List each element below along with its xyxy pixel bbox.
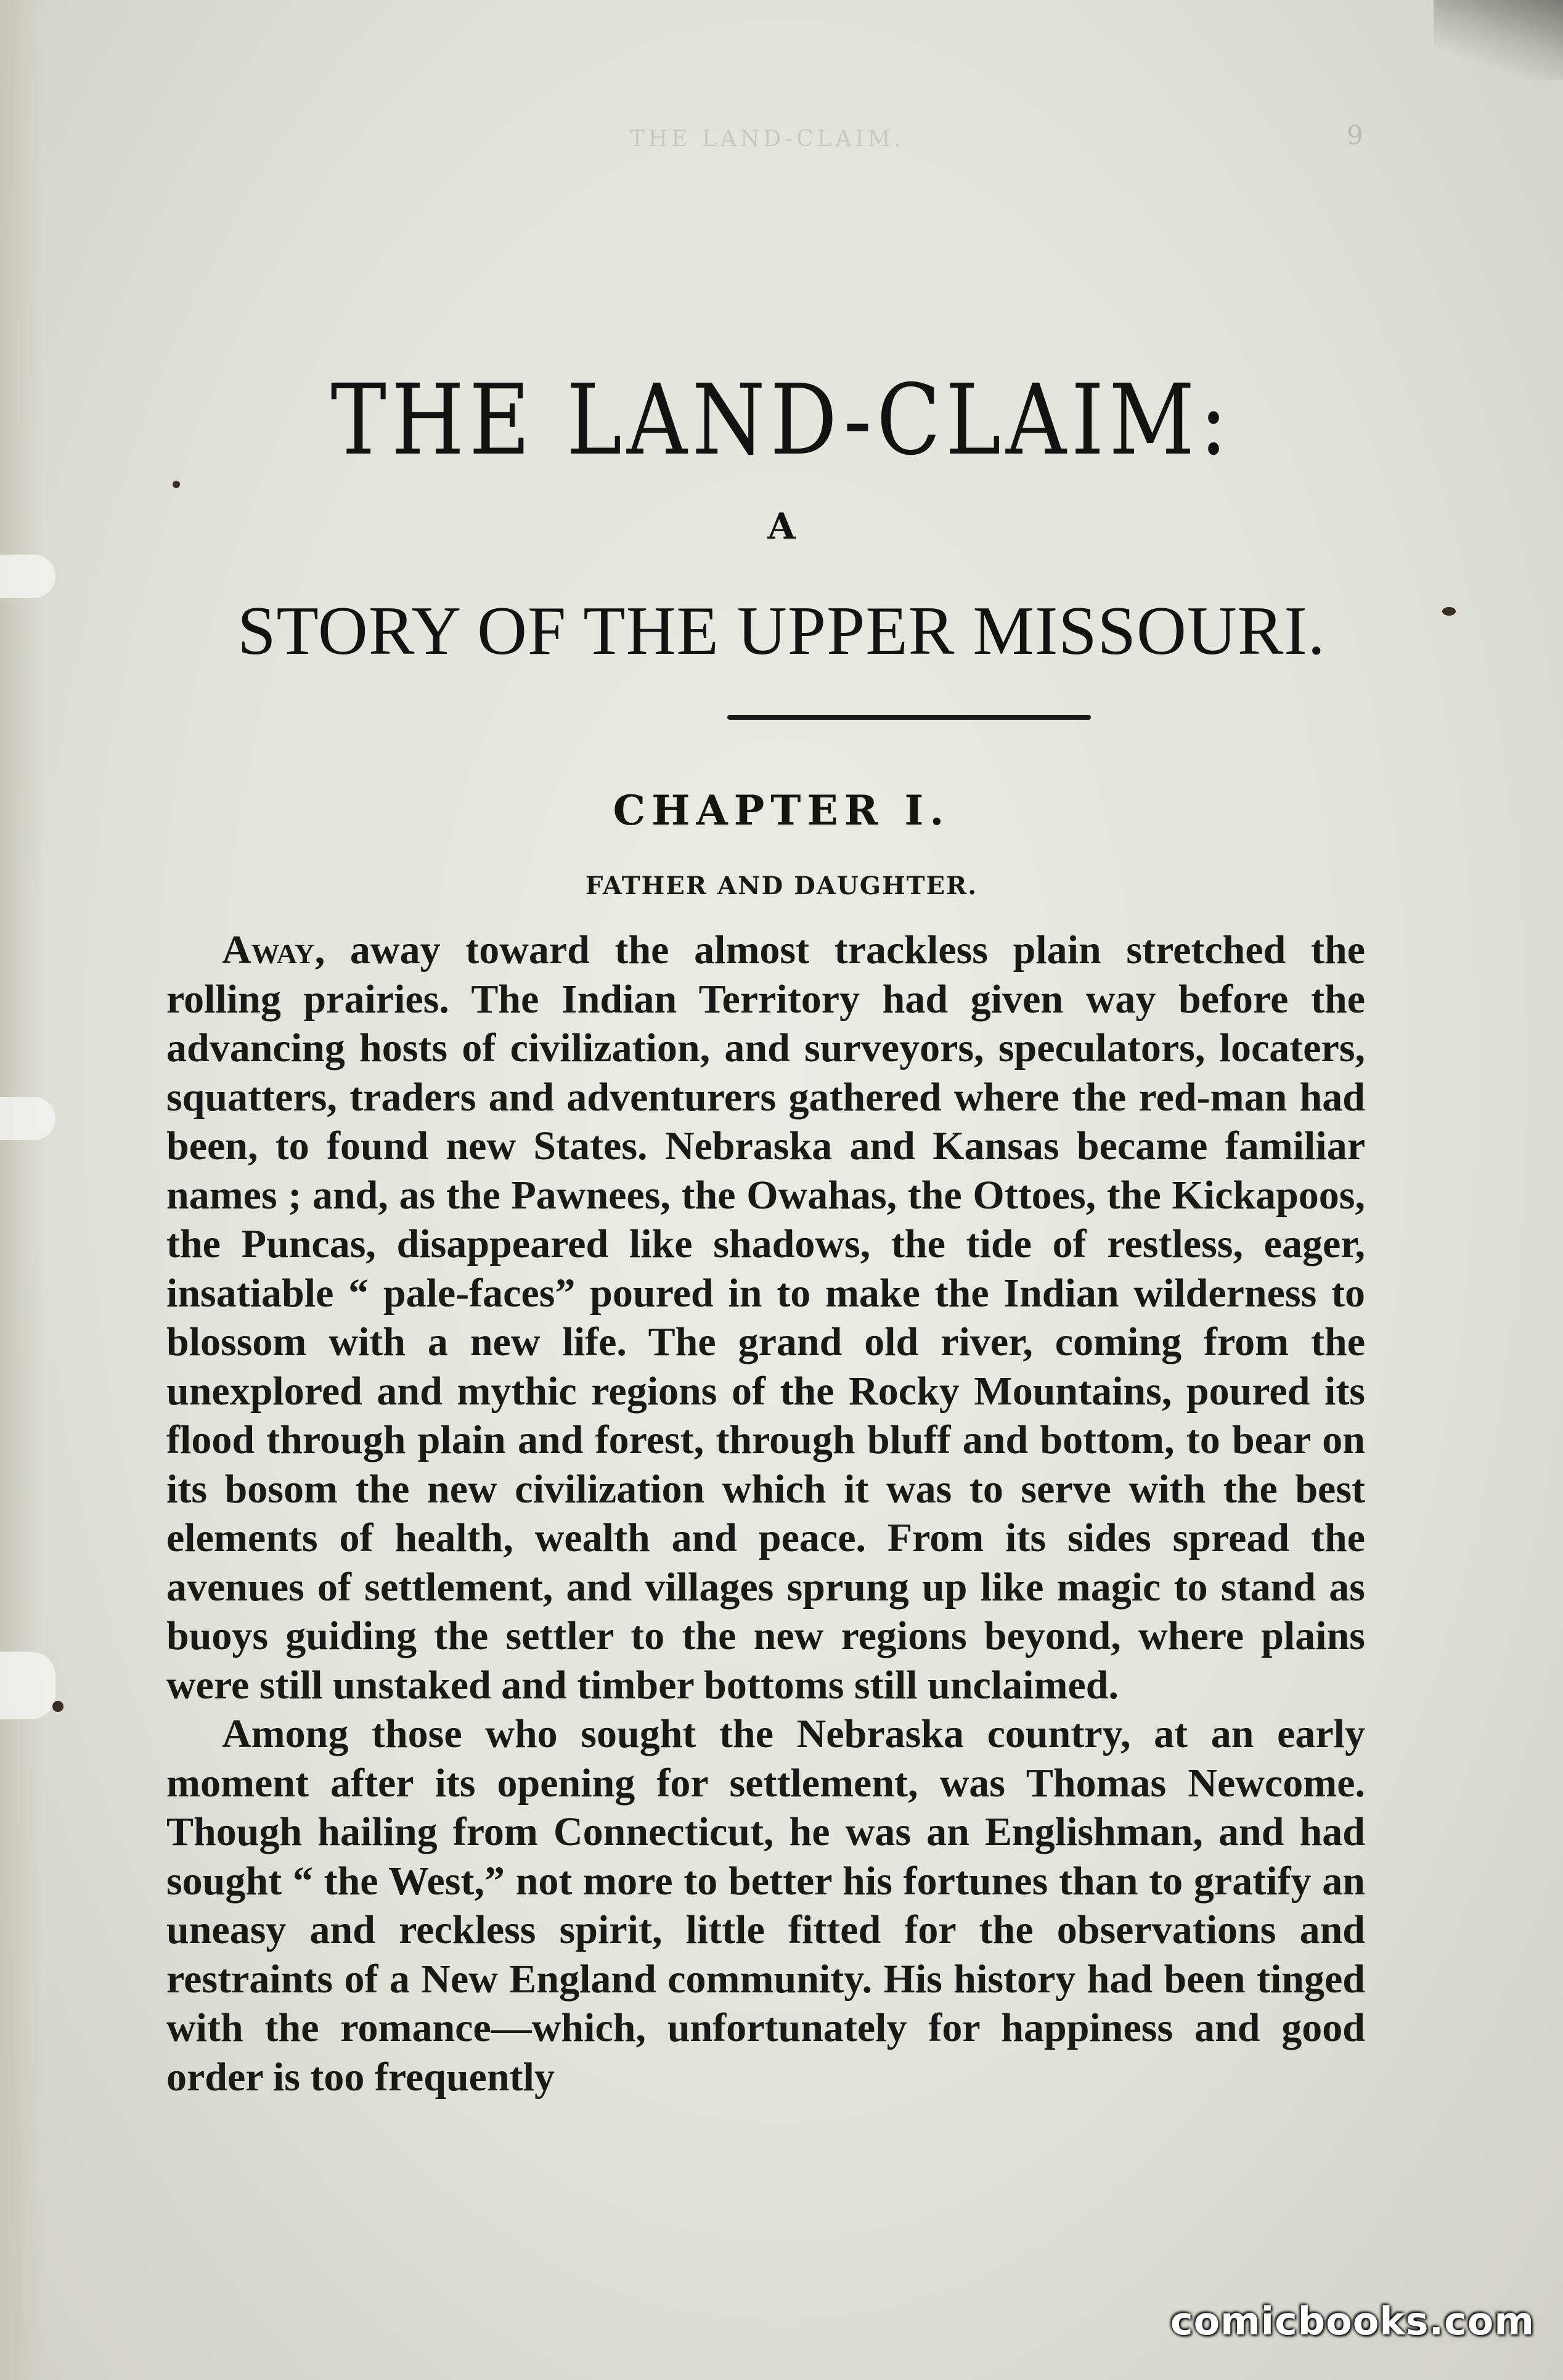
book-title: THE LAND-CLAIM: [330, 364, 1233, 477]
page-corner-fold [1434, 0, 1563, 80]
watermark-text: comicbooks.com [1170, 2299, 1535, 2344]
book-subtitle: STORY OF THE UPPER MISSOURI. [237, 593, 1326, 669]
paragraph-text: away toward the almost trackless plain stretched the rolling prairies. The Indian Territory had given way before the advancing hosts of civilization, and surveyors, speculators, locaters, squatters, traders and adventurers gathered where the red-man had been, to found new States. Nebraska and Kansas became familiar names ; and, as the Pawnees, the Owahas, the Ottoes, the Kickapoos, the Puncas, disappeared like shadows, the tide of restless, eager, insatiable “ pale-faces” poured in to make the Indian wilderness to blossom with a new life. The grand old river, coming from the unexplored and mythic regions of the Rocky Mountains, poured its flood through plain and forest, through bluff and bottom, to bear on its bosom the new civilization which it was to serve with the best elements of health, wealth and peace. From its sides spread the avenues of settlement, and villages sprung up like magic to stand as buoys guiding the settler to the new regions beyond, where plains were still unstaked and timber bottoms still unclaimed. [166, 927, 1365, 1708]
page-number: 9 [1347, 120, 1363, 150]
paragraph [166, 926, 1365, 1710]
title-article: A [767, 505, 796, 547]
page-tear [0, 1652, 55, 1719]
page-edge-shadow [0, 0, 43, 2380]
title-rule [727, 715, 1091, 720]
lead-word: Away, [222, 927, 325, 972]
ink-speck [173, 481, 180, 488]
page-tear [0, 1097, 55, 1140]
running-head: THE LAND-CLAIM. [629, 126, 905, 152]
ink-speck [52, 1701, 63, 1712]
section-title: FATHER AND DAUGHTER. [585, 871, 978, 900]
body-text [166, 926, 1365, 2101]
paragraph-text: Among those who sought the Nebraska country, at an early moment after its opening for settlement, was Thomas Newcome. Though hailing from Connecticut, he was an Englishman, and had sought “ the West,” not more to better his fortunes than to gratify an uneasy and reckless spirit, little fitted for the observations and restraints of a New England community. His history had been tinged with the romance—which, unfortunately for happiness and good order is too frequently [166, 1711, 1365, 2100]
chapter-heading: CHAPTER I. [613, 786, 950, 834]
paragraph [166, 1710, 1365, 2101]
